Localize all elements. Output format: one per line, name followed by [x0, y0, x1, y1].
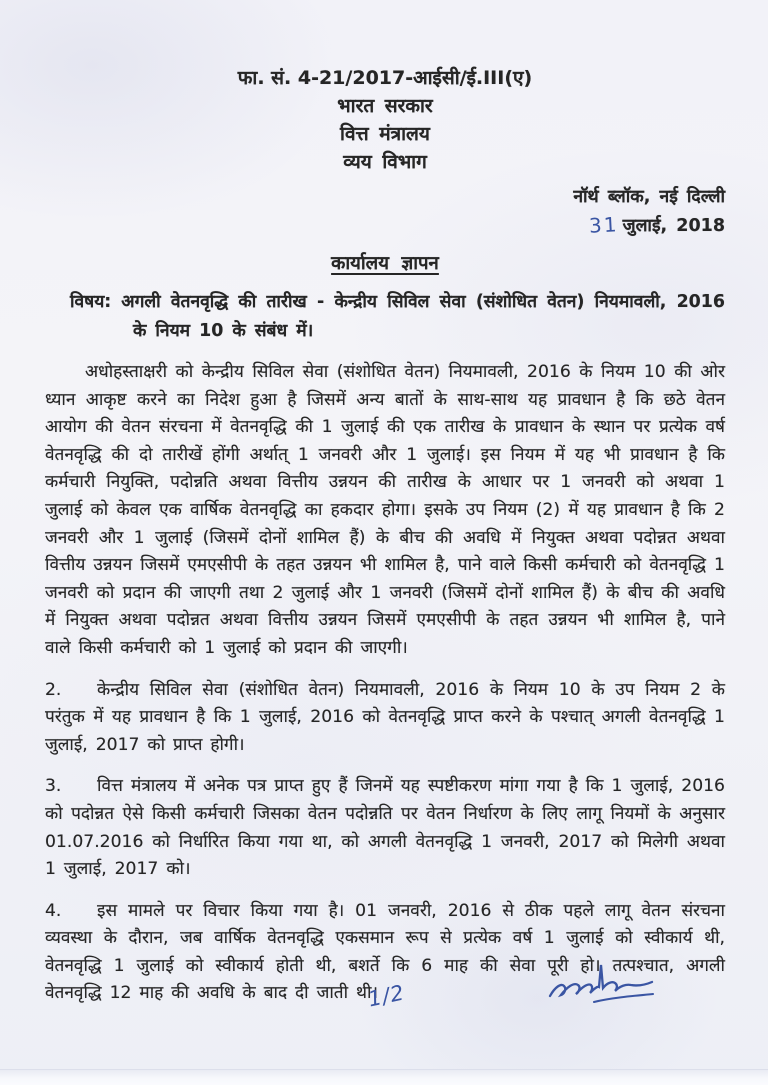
- date-line: [45, 211, 725, 240]
- paragraph-3: [45, 773, 725, 883]
- signature: [546, 960, 658, 1020]
- org-line-government: भारत सरकार: [337, 95, 433, 117]
- file-number: फा. सं. 4-21/2017-आईसी/ई.III(ए): [237, 67, 533, 89]
- paragraph-4-text: इस मामले पर विचार किया गया है। 01 जनवरी, 2016 से ठीक पहले लागू वेतन संरचना व्यवस्था के दौरान, जब वार्षिक वेतनवृद्धि एकसमान रूप से प्रत्येक वर्ष 1 जुलाई को स्वीकार्य थी, वेतनवृद्धि 1 जुलाई को स्वीकार्य होती थी, बशर्ते कि 6 माह की सेवा पूरी हो। तत्पश्चात, अगली वेतनवृद्धि 12 माह की अवधि के बाद दी जाती थी।: [45, 900, 725, 1004]
- subject-label: विषय:: [70, 292, 112, 312]
- paragraph-2: [45, 677, 725, 760]
- paragraph-2-text: केन्द्रीय सिविल सेवा (संशोधित वेतन) नियमावली, 2016 के नियम 10 के उप नियम 2 के परंतुक में यह प्रावधान है कि 1 जुलाई, 2016 को वेतनवृद्धि प्राप्त करने के पश्चात् अगली वेतनवृद्धि 1 जुलाई, 2017 को प्राप्त होगी।: [45, 679, 725, 755]
- paragraph-4-number: 4.: [45, 900, 62, 921]
- memo-heading: [45, 250, 725, 275]
- place-line: नॉर्थ ब्लॉक, नई दिल्ली: [573, 187, 725, 207]
- subject-line: [70, 288, 725, 345]
- subject-text: अगली वेतनवृद्धि की तारीख - केन्द्रीय सिविल सेवा (संशोधित वेतन) नियमावली, 2016 के नियम 10 के संबंध में।: [121, 292, 725, 341]
- printed-date: जुलाई, 2018: [622, 216, 725, 236]
- scan-bottom-edge: [0, 1069, 768, 1085]
- handwritten-page-number: 1/2: [365, 980, 407, 1012]
- paragraph-2-number: 2.: [45, 679, 62, 700]
- paragraph-1: अधोहस्ताक्षरी को केन्द्रीय सिविल सेवा (संशोधित वेतन) नियमावली, 2016 के नियम 10 की ओर ध्यान आकृष्ट करने का निदेश हुआ है जिसमें अन्य बातों के साथ-साथ यह प्रावधान है कि छठे वेतन आयोग की वेतन संरचना में वेतनवृद्धि की 1 जुलाई की एक तारीख के प्रावधान के स्थान पर प्रत्येक वर्ष वेतनवृद्धि की दो तारीखें होंगी अर्थात् 1 जनवरी और 1 जुलाई। इस नियम में यह भी प्रावधान है कि कर्मचारी नियुक्ति, पदोन्नति अथवा वित्तीय उन्नयन की तारीख के आधार पर 1 जनवरी को अथवा 1 जुलाई को केवल एक वार्षिक वेतनवृद्धि का हकदार होगा। इसके उप नियम (2) में यह प्रावधान है कि 2 जनवरी और 1 जुलाई (जिसमें दोनों शामिल हैं) के बीच की अवधि में नियुक्त अथवा पदोन्नत अथवा वित्तीय उन्नयन जिसमें एमएसीपी के तहत उन्नयन भी शामिल है, पाने वाले किसी कर्मचारी को वेतनवृद्धि 1 जनवरी को प्रदान की जाएगी तथा 2 जुलाई और 1 जनवरी (जिसमें दोनों शामिल हैं) के बीच की अवधि में नियुक्त अथवा पदोन्नत अथवा वित्तीय उन्नयन जिसमें एमएसीपी के तहत उन्नयन भी शामिल है, पाने वाले किसी कर्मचारी को 1 जुलाई को प्रदान की जाएगी।: [45, 362, 725, 658]
- place-date-block: [45, 184, 725, 240]
- paragraph-3-number: 3.: [45, 776, 62, 797]
- org-line-department: व्यय विभाग: [343, 151, 427, 173]
- memo-heading-text: कार्यालय ज्ञापन: [331, 253, 439, 274]
- signature-ink-stroke: [546, 960, 658, 1016]
- org-line-ministry: वित्त मंत्रालय: [340, 123, 430, 145]
- handwritten-day: 31: [588, 212, 620, 238]
- paragraph-3-text: वित्त मंत्रालय में अनेक पत्र प्राप्त हुए हैं जिनमें यह स्पष्टीकरण मांगा गया है कि 1 जुलाई, 2016 को पदोन्नत ऐसे किसी कर्मचारी जिसका वेतन पदोन्नति पर वेतन निर्धारण के लिए लागू नियमों के अनुसार 01.07.2016 को निर्धारित किया गया था, को अगली वेतनवृद्धि 1 जनवरी, 2017 को मिलेगी अथवा 1 जुलाई, 2017 को।: [45, 776, 725, 880]
